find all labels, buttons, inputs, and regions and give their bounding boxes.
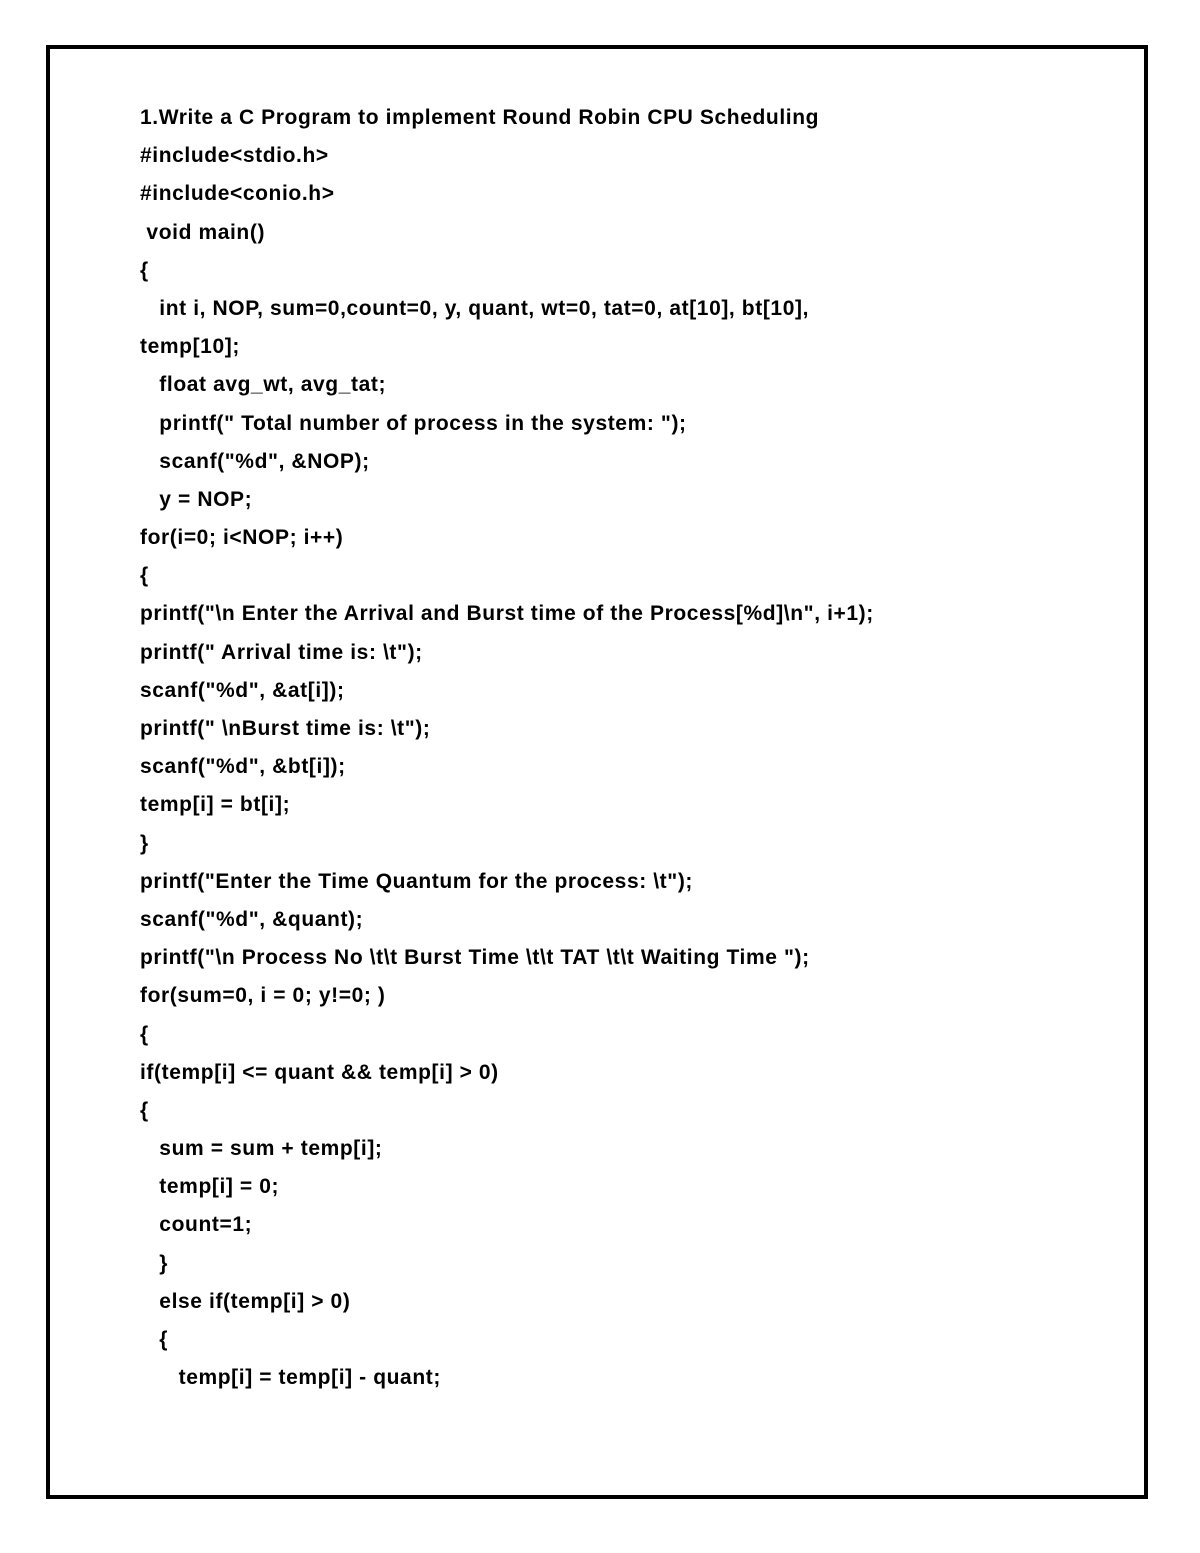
code-line: temp[i] = 0; <box>140 1175 280 1199</box>
code-line: int i, NOP, sum=0,count=0, y, quant, wt=0, tat=0, at[10], bt[10], <box>140 296 810 320</box>
code-line: scanf("%d", &quant); <box>140 907 364 931</box>
code-line: scanf("%d", &NOP); <box>140 449 370 473</box>
code-line: printf("\n Enter the Arrival and Burst time of the Process[%d]\n", i+1); <box>140 602 874 626</box>
code-line: scanf("%d", &at[i]); <box>140 678 345 702</box>
code-line: printf("Enter the Time Quantum for the process: \t"); <box>140 869 694 893</box>
code-line: temp[i] = bt[i]; <box>140 793 291 817</box>
code-line: printf(" \nBurst time is: \t"); <box>140 717 431 740</box>
code-line: { <box>140 258 149 282</box>
code-line: { <box>140 1098 149 1122</box>
code-line: else if(temp[i] > 0) <box>140 1289 351 1313</box>
code-line: y = NOP; <box>140 487 253 511</box>
code-line: scanf("%d", &bt[i]); <box>140 755 346 779</box>
code-line: for(i=0; i<NOP; i++) <box>140 526 344 550</box>
code-line: float avg_wt, avg_tat; <box>140 373 387 397</box>
heading-line: 1.Write a C Program to implement Round Robin CPU Scheduling <box>140 106 820 129</box>
code-line: printf(" Total number of process in the system: "); <box>140 411 687 435</box>
code-line: if(temp[i] <= quant && temp[i] > 0) <box>140 1060 499 1084</box>
code-line: printf(" Arrival time is: \t"); <box>140 640 423 664</box>
code-line: for(sum=0, i = 0; y!=0; ) <box>140 984 386 1008</box>
code-line: printf("\n Process No \t\t Burst Time \t\t TAT \t\t Waiting Time "); <box>140 946 810 970</box>
code-line: } <box>140 831 149 855</box>
code-line: temp[i] = temp[i] - quant; <box>140 1366 441 1390</box>
code-line: } <box>140 1251 169 1275</box>
code-line: sum = sum + temp[i]; <box>140 1137 383 1161</box>
code-line: temp[10]; <box>140 335 240 359</box>
code-line: #include<stdio.h> <box>140 144 329 168</box>
code-line: count=1; <box>140 1213 253 1237</box>
code-line: { <box>140 564 149 588</box>
code-line: void main() <box>140 220 266 244</box>
code-listing <box>140 99 874 1397</box>
code-line: #include<conio.h> <box>140 182 335 206</box>
code-line: { <box>140 1022 149 1046</box>
code-line: { <box>140 1328 169 1351</box>
